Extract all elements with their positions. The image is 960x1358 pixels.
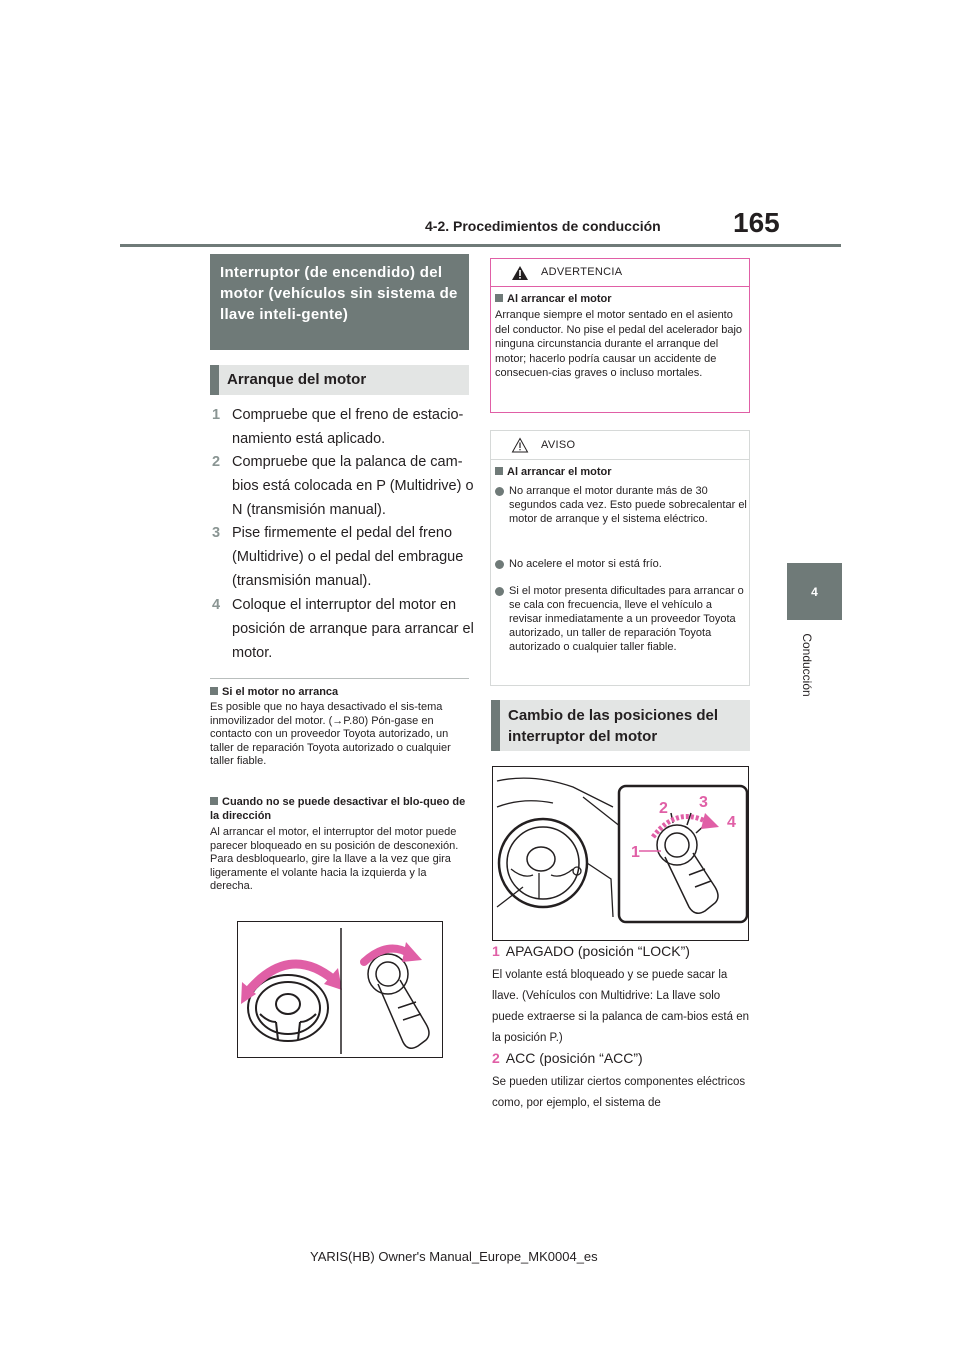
step-3 <box>212 521 474 593</box>
square-bullet-icon <box>210 797 218 805</box>
step-number: 4 <box>212 597 221 613</box>
footer-manual-id: YARIS(HB) Owner's Manual_Europe_MK0004_es <box>310 1249 598 1264</box>
warning-box <box>490 258 750 413</box>
switch-positions-illustration <box>492 766 749 941</box>
note-heading-2: Cuando no se puede desactivar el blo-queo de la dirección <box>210 796 466 822</box>
warning-triangle-icon <box>511 265 529 281</box>
header-rule <box>120 244 841 247</box>
subsection-title-start: Arranque del motor <box>210 365 469 395</box>
warning-text: Arranque siempre el motor sentado en el asiento del conductor. No pise el pedal del acelerador bajo ninguna circunstancia durante el arranque del motor; hacerlo podría causar un accidente de consecuen-cias graves o incluso mortales. <box>495 309 743 379</box>
chapter-number: 4 <box>811 584 818 599</box>
warning-subheading: Al arrancar el motor <box>495 293 612 305</box>
steering-wheel-key-drawing <box>238 922 443 1058</box>
position-2-text: Se pueden utilizar ciertos componentes eléctricos como, por ejemplo, el sistema de <box>492 1076 746 1109</box>
square-bullet-icon <box>495 467 503 475</box>
round-bullet-icon <box>495 587 504 596</box>
chapter-label: Conducción <box>800 633 814 697</box>
step-2 <box>212 450 474 522</box>
square-bullet-icon <box>210 687 218 695</box>
section-heading: 4-2. Procedimientos de conducción <box>425 218 661 234</box>
note-heading-1: Si el motor no arranca <box>210 685 472 699</box>
notice-bullet-1: No arranque el motor durante más de 30 segundos cada vez. Esto puede sobrecalentar el motor de arranque y el sistema eléctrico. <box>495 484 747 526</box>
notice-bullet-3: Si el motor presenta dificultades para arrancar o se cala con frecuencia, lleve el vehículo a revisar inmediatamente a un proveedor Toyota autorizado, un taller de reparación Toyota autorizado o cualquier taller fiable. <box>495 584 747 654</box>
round-bullet-icon <box>495 487 504 496</box>
step-text: Compruebe que la palanca de cam-bios está colocada en P (Multidrive) o N (transmisión manual). <box>232 454 474 518</box>
position-2-heading: 2 ACC (posición “ACC”) <box>492 1050 643 1066</box>
step-4 <box>212 593 474 665</box>
position-1-heading: 1 APAGADO (posición “LOCK”) <box>492 943 690 959</box>
warning-label: ADVERTENCIA <box>541 266 623 278</box>
note-body-2: Al arrancar el motor, el interruptor del motor puede parecer bloqueado en su posición de desconexión. Para desbloquearlo, gire la llave a la vez que gira ligeramente el volante hacia la izquierda y la derecha. <box>210 826 459 892</box>
notice-subheading: Al arrancar el motor <box>495 466 612 478</box>
step-text: Compruebe que el freno de estacio-namiento está aplicado. <box>232 407 464 447</box>
warning-header <box>491 259 749 287</box>
caution-triangle-icon <box>511 437 529 453</box>
step-number: 2 <box>212 454 221 470</box>
position-label-2: 2 <box>659 800 668 817</box>
notice-bullet-2: No acelere el motor si está frío. <box>495 557 747 571</box>
note-body-1: Es posible que no haya desactivado el sis-tema inmovilizador del motor. (→P.80) Pón-gase en contacto con un proveedor Toyota autorizado, un taller de reparación Toyota autorizado o cualquier taller fiable. <box>210 701 451 767</box>
step-number: 1 <box>212 407 221 423</box>
step-text: Coloque el interruptor del motor en posición de arranque para arrancar el motor. <box>232 597 474 661</box>
steering-unlock-illustration <box>237 921 443 1058</box>
dashboard-key-drawing <box>493 767 749 941</box>
page-number: 165 <box>733 207 780 238</box>
step-1 <box>212 403 474 451</box>
square-bullet-icon <box>495 294 503 302</box>
subsection-title-positions: Cambio de las posiciones del interruptor del motor <box>491 700 750 751</box>
position-label-4: 4 <box>727 814 736 831</box>
notice-label: AVISO <box>541 439 576 451</box>
section-title: Interruptor (de encendido) del motor (vehículos sin sistema de llave inteli-gente) <box>210 254 469 350</box>
round-bullet-icon <box>495 560 504 569</box>
position-1-text: El volante está bloqueado y se puede sacar la llave. (Vehículos con Multidrive: La llave solo puede extraerse si la palanca de cam-bios está en la posición P.) <box>492 969 749 1044</box>
notice-header <box>491 431 749 460</box>
step-number: 3 <box>212 525 221 541</box>
notice-box <box>490 430 750 686</box>
step-text: Pise firmemente el pedal del freno (Multidrive) o el pedal del embrague (transmisión manual). <box>232 525 464 589</box>
chapter-tab[interactable] <box>787 563 842 620</box>
position-label-1: 1 <box>631 844 640 861</box>
position-label-3: 3 <box>699 794 708 811</box>
notes-divider <box>210 678 469 679</box>
